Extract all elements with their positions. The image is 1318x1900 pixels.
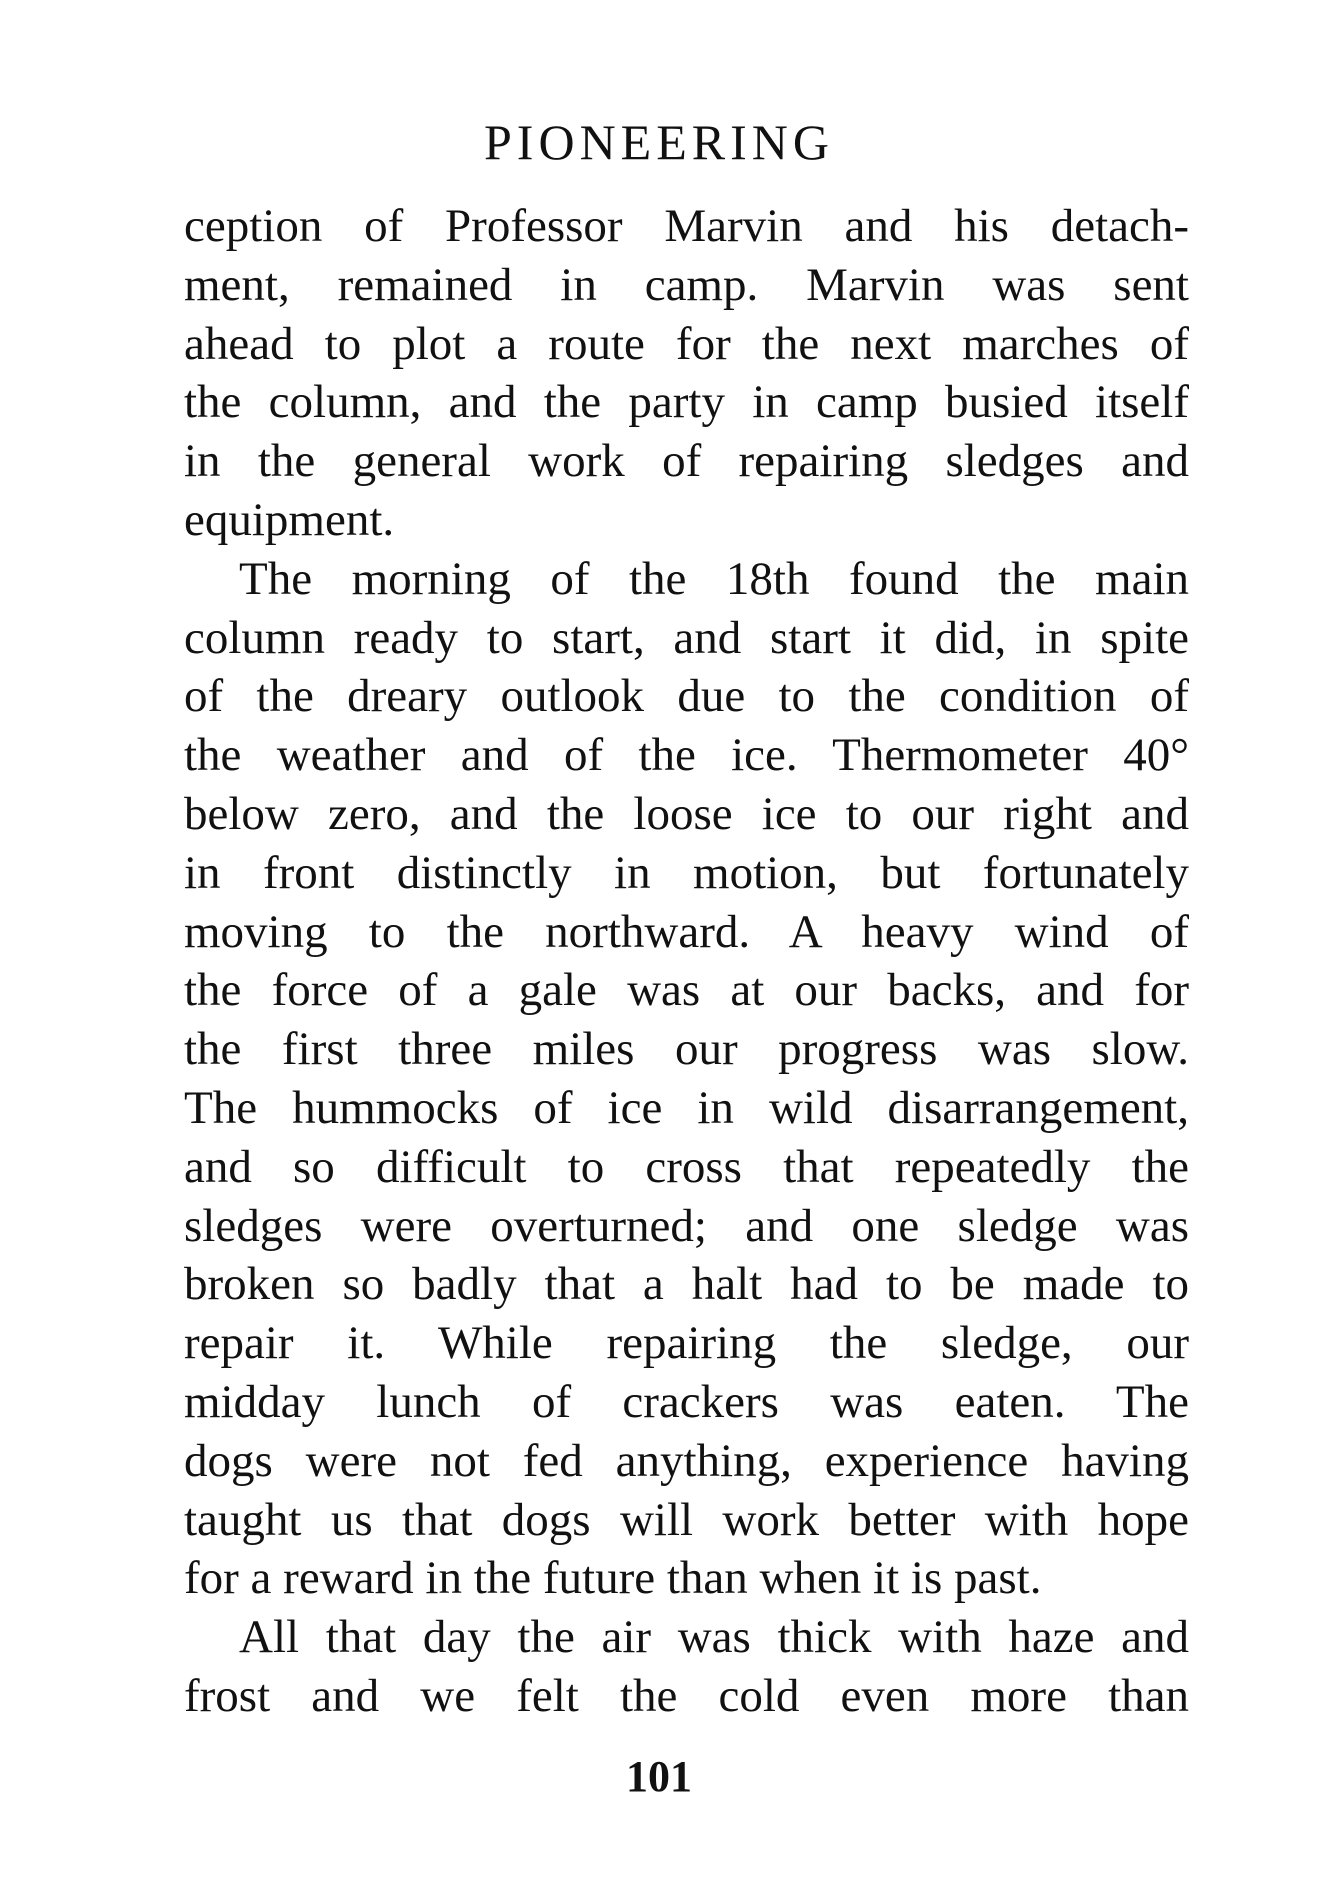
text-line: midday lunch of crackers was eaten. The — [184, 1375, 1189, 1428]
text-line: ahead to plot a route for the next marches of — [184, 317, 1189, 370]
text-line: repair it. While repairing the sledge, our — [184, 1317, 1189, 1370]
text-line: the weather and of the ice. Thermometer 40° — [184, 729, 1189, 782]
text-line: frost and we felt the cold even more than — [184, 1669, 1189, 1722]
text-line: in the general work of repairing sledges and — [184, 435, 1189, 488]
text-line: below zero, and the loose ice to our right and — [184, 787, 1189, 840]
text-line: and so difficult to cross that repeatedly the — [184, 1140, 1189, 1193]
page-number: 101 — [626, 1752, 692, 1801]
text-line: The morning of the 18th found the main — [239, 552, 1189, 605]
body-text — [184, 197, 1189, 1726]
text-line: The hummocks of ice in wild disarrangement, — [184, 1081, 1189, 1134]
text-line: sledges were overturned; and one sledge was — [184, 1199, 1189, 1252]
text-line: the first three miles our progress was slow. — [184, 1023, 1189, 1076]
text-line: equipment. — [184, 493, 395, 546]
text-line: in front distinctly in motion, but fortunately — [184, 846, 1189, 899]
text-line: of the dreary outlook due to the condition of — [184, 670, 1189, 723]
text-line: for a reward in the future than when it is past. — [184, 1552, 1042, 1605]
text-line: the force of a gale was at our backs, and for — [184, 964, 1189, 1017]
text-line: the column, and the party in camp busied itself — [184, 376, 1189, 429]
text-line: column ready to start, and start it did, in spite — [184, 611, 1189, 664]
text-line: broken so badly that a halt had to be made to — [184, 1258, 1189, 1311]
text-line: taught us that dogs will work better with hope — [184, 1493, 1189, 1546]
text-line: dogs were not fed anything, experience having — [184, 1434, 1189, 1487]
text-line: ment, remained in camp. Marvin was sent — [184, 258, 1189, 311]
text-line: All that day the air was thick with haze and — [239, 1611, 1189, 1664]
running-head: PIONEERING — [484, 114, 834, 170]
text-line: ception of Professor Marvin and his detach- — [184, 200, 1189, 252]
text-line: moving to the northward. A heavy wind of — [184, 905, 1189, 958]
